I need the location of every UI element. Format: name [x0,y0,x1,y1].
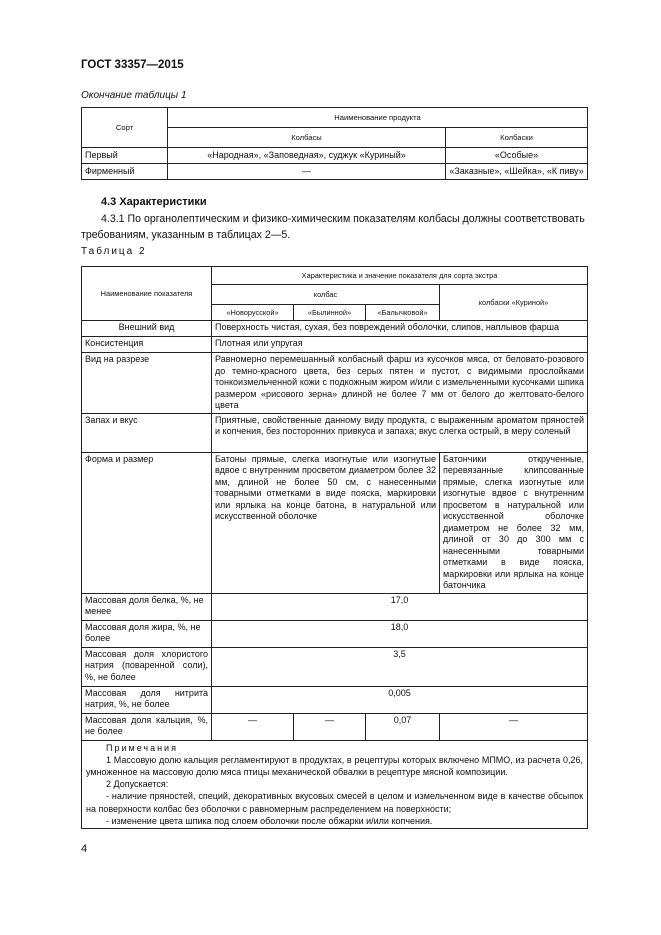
t2-value-protein: 17,0 [212,593,588,620]
table-row [82,164,588,180]
t1-header-product: Наименование продукта [168,108,588,128]
t2-value-nitrite: 0,005 [212,686,588,713]
t1-cell-sort: Первый [82,148,168,164]
t2-value-consistency: Плотная или упругая [212,337,588,353]
table-row [82,593,588,620]
t2-name-salt: Массовая доля хлористого натрия (поваренной соли), %, не более [82,647,212,686]
table-row [82,413,588,452]
t1-header-kolbaski: Колбаски [446,128,588,148]
table-row [82,353,588,414]
t2-value-fat: 18,0 [212,620,588,647]
t1-cell-kolbaski: «Заказные», «Шейка», «К пиву» [446,164,588,180]
t2-value-taste: Приятные, свойственные данному виду продукта, с выраженным ароматом пряностей и копчения, без посторонних привкуса и запаха; вкус слегка острый, в меру соленый [212,413,588,452]
t2-name-shape: Форма и размер [82,452,212,593]
table-row [82,713,588,740]
t2-value-calcium-kolbaski: — [440,713,588,740]
t2-name-fat: Массовая доля жира, %, не более [82,620,212,647]
note-2a: - наличие пряностей, специй, декоративных вкусовых смесей в целом и измельченном виде в качестве обсыпок на поверхности колбас без оболочки с равномерным распределением на поверхности; [86,791,584,814]
t2-value-shape-kolbas: Батоны прямые, слегка изогнутые или изогнутые вдвое с внутренним просветом диаметром более 32 мм, длиной не более 50 см, с нанесенными товарными отметками в виде пояска, маркировки или ярлыка на конце батона, в натуральной или искусственной оболочке [212,452,440,593]
t2-value-shape-kolbaski: Батончики открученные, перевязанные клипсованные прямые, слегка изогнутые или изогнутые вдвое с внутренним просветом в натуральной или искусственной оболочке диаметром не более 32 мм, длиной от 30 до 300 мм с нанесенными товарными отметками в виде пояска, маркировки или ярлыка на конце батончика [440,452,588,593]
section-heading: 4.3 Характеристики [101,196,207,208]
table-row [82,337,588,353]
table-1 [81,107,588,180]
table-row [82,452,588,593]
t2-value-salt: 3,5 [212,647,588,686]
t2-header-char: Характеристика и значение показателя для сорта экстра [212,267,588,285]
table-notes-row [82,740,588,828]
document-code: ГОСТ 33357—2015 [81,59,184,71]
note-2b: - изменение цвета шпика под слоем оболочки после обжарки и/или копчения. [106,815,433,826]
notes-title: Примечания [106,742,178,753]
t2-value-calcium-bal: 0,07 [366,713,440,740]
t2-value-cut: Равномерно перемешанный колбасный фарш из кусочков мяса, от беловато-розового до темно-красного цвета, без серых пятен и пустот, с видимыми прослойками тонкоизмельченной кожи с подкожным жиром и/или с измельченными кусочками шпика размером «рисового зерна» длиной не более 7 мм от белого до желтовато-белого цвета [212,353,588,414]
t2-header-novo: «Новорусской» [212,305,294,321]
t1-cell-kolbasy: — [168,164,446,180]
t2-name-taste: Запах и вкус [82,413,212,452]
t2-name-consistency: Консистенция [82,337,212,353]
t2-value-appearance: Поверхность чистая, сухая, без повреждений оболочки, слипов, наплывов фарша [212,321,588,337]
t1-cell-kolbaski: «Особые» [446,148,588,164]
table2-caption: Таблица 2 [81,246,147,257]
t2-header-bal: «Балычковой» [366,305,440,321]
t1-header-sort: Сорт [82,108,168,148]
t2-name-appearance: Внешний вид [82,321,212,337]
t2-value-calcium-novo: — [212,713,294,740]
table-notes [82,740,588,828]
t2-name-cut: Вид на разрезе [82,353,212,414]
table-row [82,620,588,647]
t2-name-nitrite: Массовая доля нитрита натрия, %, не более [82,686,212,713]
table-row [82,647,588,686]
t2-name-protein: Массовая доля белка, %, не менее [82,593,212,620]
table-row [82,321,588,337]
page-number: 4 [81,843,88,855]
t2-name-calcium: Массовая доля кальция, %, не более [82,713,212,740]
section-paragraph: 4.3.1 По органолептическим и физико-химическим показателям колбасы должны соответствовать требованиям, указанным в таблицах 2—5. [81,213,585,241]
t1-cell-kolbasy: «Народная», «Заповедная», суджук «Куриный» [168,148,446,164]
t2-header-kolbaski: колбаски «Куриной» [440,285,588,321]
t1-cell-sort: Фирменный [82,164,168,180]
note-1: 1 Массовую долю кальция регламентируют в продуктах, в рецептуры которых включено МПМО, из расчета 0,26, умноженное на массовую долю мяса птицы механической обвалки в рецептуре мясной композиции. [86,754,584,777]
t2-value-calcium-byl: — [294,713,366,740]
t1-header-kolbasy: Колбасы [168,128,446,148]
table-row [82,148,588,164]
table-2 [81,266,588,829]
t2-header-kolbas: колбас [212,285,440,305]
t2-header-byl: «Былинной» [294,305,366,321]
table1-caption: Окончание таблицы 1 [81,90,187,101]
note-2: 2 Допускается: [106,779,169,790]
t2-header-name: Наименование показателя [82,267,212,321]
table-row [82,686,588,713]
